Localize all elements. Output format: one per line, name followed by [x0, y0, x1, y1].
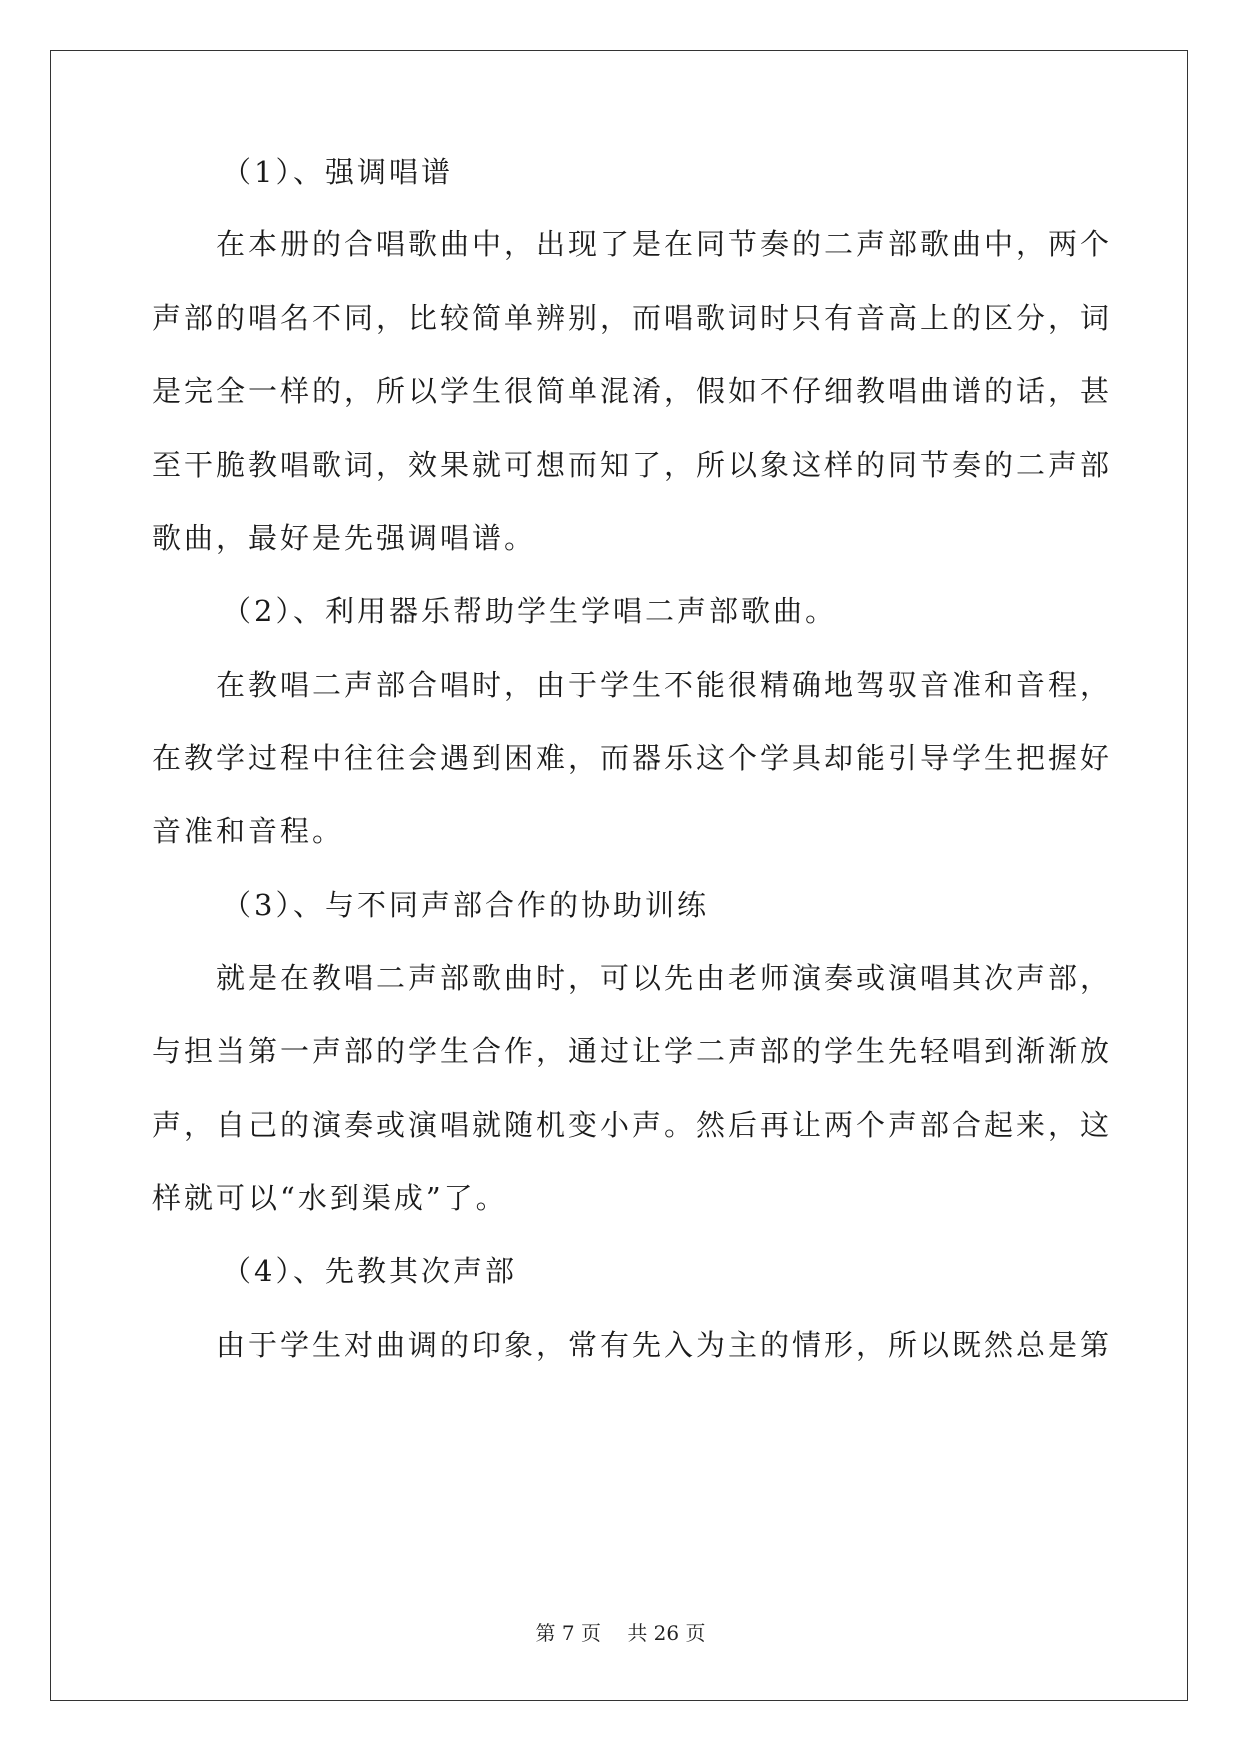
paragraph-line: 声部的唱名不同，比较简单辨别，而唱歌词时只有音高上的区分，词: [152, 301, 1113, 335]
section-heading-4: （4）、先教其次声部: [222, 1254, 517, 1288]
paragraph-line: 就是在教唱二声部歌曲时，可以先由老师演奏或演唱其次声部，: [216, 961, 1113, 995]
section-heading-2: （2）、利用器乐帮助学生学唱二声部歌曲。: [222, 594, 837, 628]
paragraph-line: 至干脆教唱歌词，效果就可想而知了，所以象这样的同节奏的二声部: [152, 448, 1113, 482]
page-number: 第 7 页: [535, 1621, 601, 1645]
paragraph-line: 音准和音程。: [152, 814, 345, 848]
section-heading-1: （1）、强调唱谱: [222, 155, 453, 189]
paragraph-line: 样就可以“水到渠成”了。: [152, 1181, 508, 1215]
paragraph-line: 歌曲，最好是先强调唱谱。: [152, 521, 537, 555]
section-heading-3: （3）、与不同声部合作的协助训练: [222, 888, 709, 922]
paragraph-line: 在本册的合唱歌曲中，出现了是在同节奏的二声部歌曲中，两个: [216, 227, 1113, 261]
paragraph-line: 声，自己的演奏或演唱就随机变小声。然后再让两个声部合起来，这: [152, 1108, 1113, 1142]
page-total: 共 26 页: [627, 1621, 706, 1645]
paragraph-line: 在教唱二声部合唱时，由于学生不能很精确地驾驭音准和音程，: [216, 668, 1113, 702]
page-footer: [0, 1619, 1241, 1647]
paragraph-line: 在教学过程中往往会遇到困难，而器乐这个学具却能引导学生把握好: [152, 741, 1113, 775]
paragraph-line: 是完全一样的，所以学生很简单混淆，假如不仔细教唱曲谱的话，甚: [152, 374, 1113, 408]
paragraph-line: 由于学生对曲调的印象，常有先入为主的情形，所以既然总是第: [216, 1328, 1113, 1362]
paragraph-line: 与担当第一声部的学生合作，通过让学二声部的学生先轻唱到渐渐放: [152, 1034, 1113, 1068]
